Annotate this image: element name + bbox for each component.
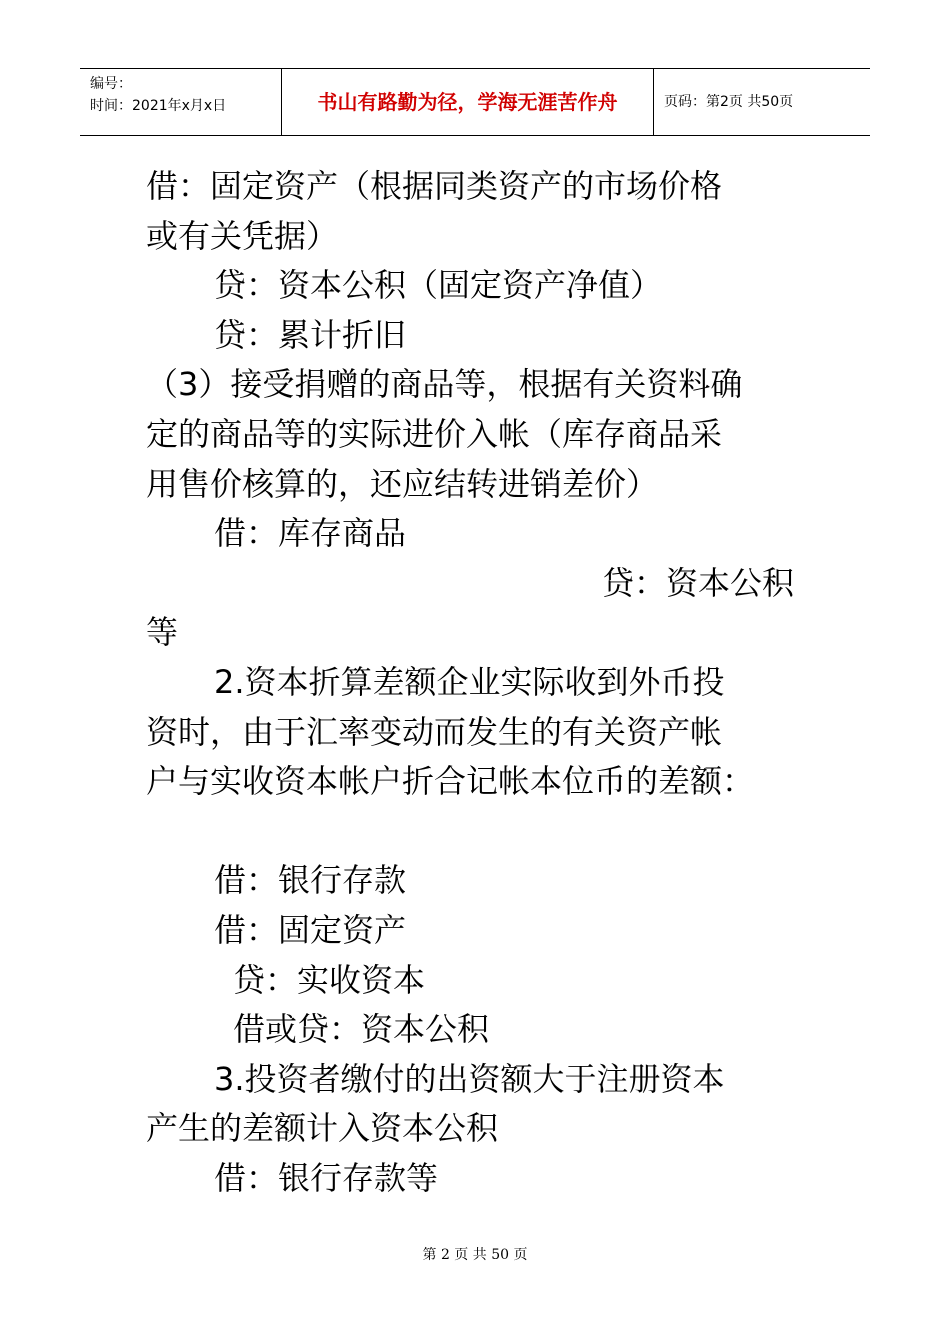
text-line: 借：固定资产 <box>214 910 407 949</box>
text-line: 借：库存商品 <box>214 514 407 553</box>
text-line: 贷：实收资本 <box>233 960 426 999</box>
blank-line <box>146 807 806 857</box>
text-line: 借或贷：资本公积 <box>233 1010 490 1049</box>
header-motto: 书山有路勤为径，学海无涯苦作舟 <box>282 69 654 135</box>
text-line: 用售价核算的，还应结转进销差价） <box>146 464 659 503</box>
time-label: 时间：2021年x月x日 <box>90 98 227 114</box>
document-body <box>146 162 806 1203</box>
text-line: 贷：资本公积（固定资产净值） <box>214 266 663 305</box>
text-line: 等 <box>146 613 179 652</box>
text-line: 定的商品等的实际进价入帐（库存商品采 <box>146 414 723 453</box>
text-line: 借：银行存款等 <box>214 1158 439 1197</box>
text-line: 或有关凭据） <box>146 216 339 255</box>
page-footer: 第 2 页 共 50 页 <box>422 1247 528 1263</box>
text-line: 户与实收资本帐户折合记帐本位币的差额： <box>146 762 755 801</box>
text-line: 3.投资者缴付的出资额大于注册资本 <box>214 1059 725 1098</box>
text-line: 借：固定资产（根据同类资产的市场价格 <box>146 167 723 205</box>
text-line: （3）接受捐赠的商品等，根据有关资料确 <box>146 365 743 404</box>
text-line: 资时，由于汇率变动而发生的有关资产帐 <box>146 712 723 751</box>
text-line: 贷：累计折旧 <box>214 315 407 354</box>
page-header <box>80 68 870 136</box>
text-line: 借：银行存款 <box>214 861 407 900</box>
header-page-info: 页码：第2页 共50页 <box>664 94 794 110</box>
text-line: 贷：资本公积 <box>601 563 794 602</box>
text-line: 2.资本折算差额企业实际收到外币投 <box>214 662 725 701</box>
text-line: 产生的差额计入资本公积 <box>146 1109 499 1148</box>
number-label: 编号： <box>90 76 132 92</box>
header-meta-cell <box>80 69 282 135</box>
